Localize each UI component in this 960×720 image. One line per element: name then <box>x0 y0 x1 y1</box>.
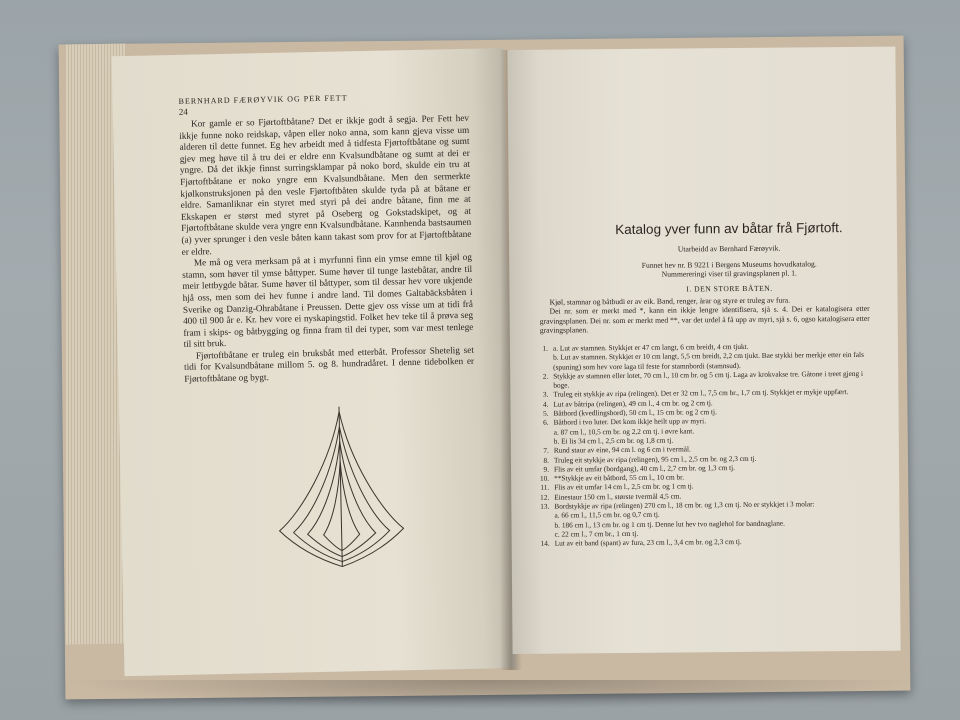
catalog-item-number: 10. <box>539 473 550 483</box>
catalog-item-text: Flis av eit umfar (bordgang), 40 cm l., 2,7 cm br. og 1,3 cm tj. <box>553 462 736 474</box>
catalog-item-number: 4. <box>542 399 549 409</box>
catalog-item-text: Bordstykkje av ripa (relingen) 270 cm l., 18 cm br. og 1,3 cm tj. No er stykkjet i 3 molar: <box>554 499 815 511</box>
catalog-item-number <box>526 353 553 372</box>
left-page <box>112 48 517 676</box>
catalog-item-text: Truleg eit stykkje av ripa (relingen). Det er 32 cm l., 7,5 cm br., 1,7 cm tj. Stykkjet er mykje uppfært. <box>553 387 849 400</box>
catalog-item-text: a. 66 cm l., 11,5 cm br. og 0,7 cm tj. <box>554 510 660 520</box>
catalog-item-text: Lut av båtripa (relingen), 49 cm l., 4 cm br. og 2 cm tj. <box>553 398 713 409</box>
catalog-item-text: Stykkje av stamnen eller lotet, 70 cm l., 10 cm br. og 5 cm tj. Laga av krokvakse tre. Gåtone i treet gjeng i boge. <box>553 368 864 390</box>
paragraph: Fjørtoftbåtane er truleg ein bruksbåt med etterbåt. Professor Shetelig set tidi for Kvalsundbåtane millom 5. og 8. hundradåret. I denne tidebolken er Fjørtoftbåtane og bygt. <box>184 344 475 384</box>
catalog-item-text: a. 87 cm l., 10,5 cm br. og 2,2 cm tj. i øvre kant. <box>553 426 695 437</box>
catalog-item-number: 11. <box>540 483 550 493</box>
catalog-item-number <box>527 437 554 447</box>
paragraph: Kor gamle er so Fjørtoftbåtane? Det er ikkje godt å segja. Per Fett hev ikkje funne noko reidskap, våpen eller noko anna, som kann gjeva visse um alderen til dette funnet. Eg hev arbeidt med å tidfesta Fjørtoftbåtane og sumt gjev meg høve til å tru dei er eldre enn Kvalsundbåtane og sumt at dei er yngre. Då det ikkje finnst surringsklampar på noko bord, skulde ein tru at Fjørtoftbåtane er noko yngre enn Kvalsundbåtane. Men den sermerkte kjølkonstruksjonen på den vesle Fjørtoftbåten skulde tyda på at båtane er eldre. Samanliknar ein styret med styri på dei andre båtane, finn me at Ekskapen er størst med styret på Oseberg og Gokstadskipet, og at Fjørtoftbåtane skulde vera yngre enn Kvalsundbåtane. Kannhenda bastsaumen (a) yver sprunger i den vesle båten kann takast som prov for at Fjørtoftbåtane er eldre. <box>179 112 472 257</box>
catalog-item-text: Flis av eit umfar 14 cm l., 2,5 cm br. og 1 cm tj. <box>554 481 694 493</box>
catalog-item <box>528 536 873 548</box>
catalog-item-text: Truleg eit stykkje av ripa (relingen), 95 cm l., 2,5 cm br. og 2,3 cm tj. <box>553 453 757 465</box>
catalog-item-number <box>527 511 554 521</box>
catalog-item-text: c. 22 cm l., 7 cm br., 1 cm tj. <box>554 528 639 539</box>
found-line: Nummereringi viser til gravingsplanen pl. 1. <box>661 268 797 279</box>
catalog-item-number: 7. <box>543 445 549 455</box>
catalog-item-text: Båtbord (kvedlingsbord), 50 cm l., 15 cm br. og 2 cm tj. <box>553 407 717 418</box>
catalog-item-text: b. Lut av stamnen. Stykkjet er 10 cm langt, 5,5 cm breidt, 2,2 cm tjukt. Bae stykki ber merkje etter ein fals (spuning) som hev vore laga til feste for stamnbordi (stamnsud). <box>553 350 864 372</box>
boat-hull-drawing-icon <box>269 400 413 573</box>
catalog-item-number <box>528 530 555 540</box>
catalog-title: Katalog yver funn av båtar frå Fjørtoft. <box>615 220 843 238</box>
catalog-item-number: 14. <box>540 538 550 548</box>
intro-paragraph: Kjøl, stamnar og båtbudi er av eik. Band, renger, årar og styre er truleg av fura. <box>549 295 791 307</box>
catalog-item-number: 13. <box>540 501 550 511</box>
catalog-item-text: a. Lut av stamnen. Stykkjet er 47 cm langt, 6 cm breidt, 4 cm tjukt. <box>552 341 749 353</box>
running-head: BERNHARD FÆRØYVIK OG PER FETT <box>178 93 348 106</box>
catalog-item-text: b. Ei lis 34 cm l., 2,5 cm br. og 1,8 cm tj. <box>553 435 674 446</box>
section-heading: I. DEN STORE BÅTEN. <box>686 283 773 294</box>
right-page <box>507 47 900 654</box>
catalog-item-number <box>527 520 554 530</box>
catalog-item-number: 3. <box>542 390 549 400</box>
paragraph: Me må og vera merksam på at i myrfunni finn ein ymse emne til kjøl og stamn, som høver til ymse båttyper. Sume høver til tunge lastebåtar, andre til meir lettbygde båtar. Sume høver til båttyper, som til dessar hev vore ukjende hjå oss, men som dei hev funne i andre land. Til domes Galtabäcksbåten i Sverike og Danzig-Ohrabåtane i Preussen. Dette gjev oss visse um at tidi frå 400 til 900 år e. Kr. hev vore ei nyskapingstid. Folket hev teke til å prøva seg fram i skips- og båtbygging og finna fram til dei typer, som var mest tenlege til sitt bruk. <box>182 251 474 350</box>
catalog-item-text: b. 186 cm l., 13 cm br. og 1 cm tj. Denne lut hev tvo naglehol for bandnaglane. <box>554 518 785 530</box>
catalog-item-text: Lut av eit band (spant) av fura, 23 cm l., 3,4 cm br. og 2,3 cm tj. <box>554 537 742 548</box>
catalog-item-number: 6. <box>543 418 549 428</box>
catalog-item-number: 5. <box>543 408 549 418</box>
catalog-items <box>526 341 873 549</box>
catalog-subtitle: Utarbeidd av Bernhard Færøyvik. <box>677 243 781 254</box>
catalog-item-number: 9. <box>543 464 550 474</box>
catalog-item-number: 12. <box>540 492 550 502</box>
catalog-item-text: Rund staur av eine, 94 cm l. og 6 cm i tvermål. <box>553 444 691 455</box>
catalog-item-number: 8. <box>543 455 549 465</box>
catalog-item-number: 1. <box>542 343 549 353</box>
catalog-intro <box>540 295 870 336</box>
catalog-item-number <box>527 427 554 437</box>
intro-paragraph: Dei nr. som er merkt med *, kann ein ikkje lengre identifisera, sjå s. 4. Dei er katalogisera etter gravingsplanen. Dei nr. som er merkt med **, var det urdel å få upp av myri, sjå s. 6, ogso katalogisera etter gravingsplanen. <box>539 304 870 335</box>
catalog-item-text: Einestaur 150 cm l., største tvermål 4,5 cm. <box>554 491 682 502</box>
catalog-item-text: **Stykkje av eit båtbord, 55 cm l., 10 cm br. <box>554 472 685 483</box>
catalog-found-note <box>579 259 879 280</box>
page-number: 24 <box>178 106 188 117</box>
left-body-text <box>179 113 475 386</box>
book-shadow <box>60 680 920 710</box>
catalog-item-text: Båtbord i tvo luter. Det kom ikkje heilt upp av myri. <box>553 416 707 427</box>
catalog-item-number: 2. <box>542 371 549 381</box>
found-line: Funnet hev nr. B 9221 i Bergens Museums hovudkatalog. <box>641 259 817 270</box>
